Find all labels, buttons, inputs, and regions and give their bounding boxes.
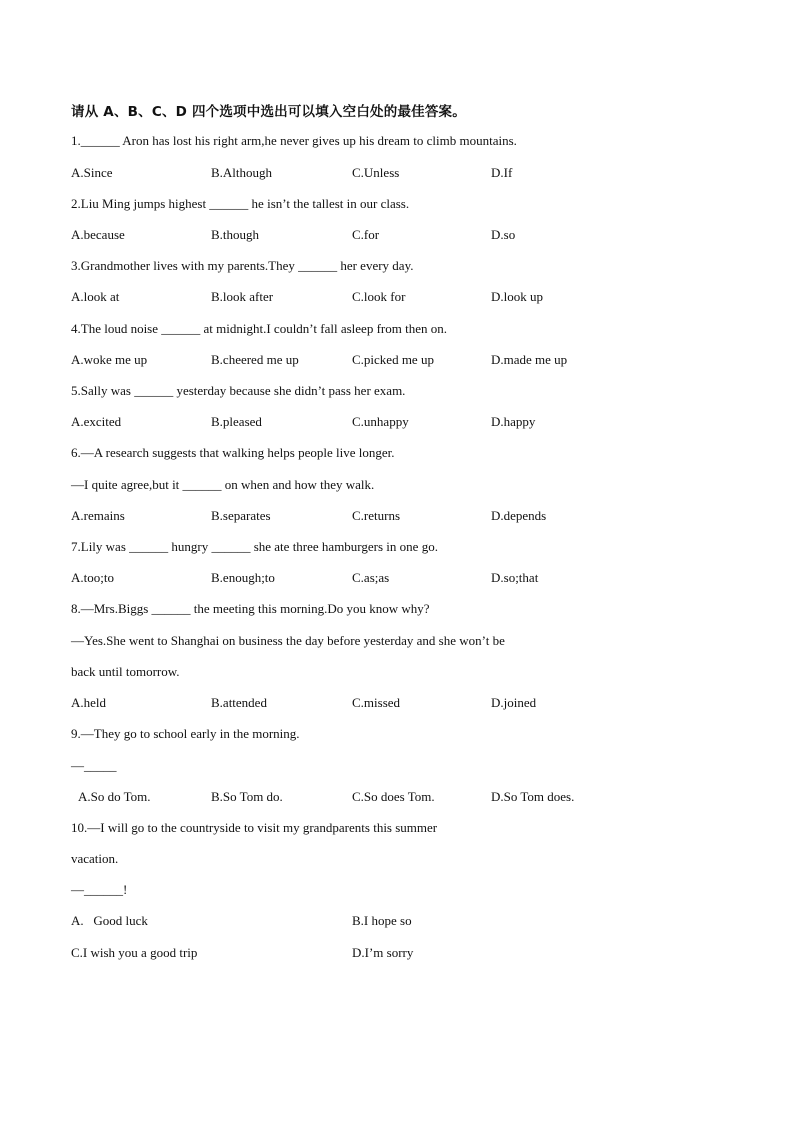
q2-option-d: D.so [491,227,516,242]
question-7-options [71,570,671,586]
question-4-options [71,352,671,368]
q1-option-a: A.Since [71,165,113,180]
question-10-options-row1 [71,913,671,929]
q5-option-d: D.happy [491,414,536,429]
question-5-options [71,414,671,430]
question-10-options-row2 [71,945,671,961]
question-2-stem: 2.Liu Ming jumps highest ______ he isn’t the tallest in our class. [71,196,410,211]
q1-option-d: D.If [491,165,513,180]
q8-option-b: B.attended [211,695,267,710]
q8-option-d: D.joined [491,695,537,710]
q4-option-d: D.made me up [491,352,568,367]
q6-option-b: B.separates [211,508,271,523]
question-8-options [71,695,671,711]
question-8-reply-cont: back until tomorrow. [71,664,180,679]
q10-option-a: A. Good luck [71,913,148,928]
q9-option-a: A.So do Tom. [78,789,151,804]
q1-option-c: C.Unless [352,165,400,180]
question-9-blank: —_____ [71,758,117,773]
question-10-stem: 10.—I will go to the countryside to visit my grandparents this summer [71,820,438,835]
q7-option-c: C.as;as [352,570,390,585]
q2-option-a: A.because [71,227,125,242]
question-9-options [71,789,671,805]
question-6-reply: —I quite agree,but it ______ on when and how they walk. [71,477,375,492]
question-7-stem: 7.Lily was ______ hungry ______ she ate three hamburgers in one go. [71,539,438,554]
q9-option-c: C.So does Tom. [352,789,435,804]
q4-option-a: A.woke me up [71,352,148,367]
q8-option-c: C.missed [352,695,401,710]
q3-option-d: D.look up [491,289,543,304]
question-3-options [71,289,671,305]
question-6-options [71,508,671,524]
q5-option-c: C.unhappy [352,414,409,429]
q8-option-a: A.held [71,695,107,710]
q5-option-b: B.pleased [211,414,262,429]
q6-option-d: D.depends [491,508,547,523]
question-8-stem: 8.—Mrs.Biggs ______ the meeting this morning.Do you know why? [71,601,430,616]
question-8-reply: —Yes.She went to Shanghai on business the day before yesterday and she won’t be [71,633,505,648]
question-4-stem: 4.The loud noise ______ at midnight.I couldn’t fall asleep from then on. [71,321,447,336]
q6-option-c: C.returns [352,508,401,523]
q3-option-b: B.look after [211,289,274,304]
q6-option-a: A.remains [71,508,125,523]
question-9-stem: 9.—They go to school early in the morning. [71,726,300,741]
q4-option-c: C.picked me up [352,352,434,367]
q9-option-d: D.So Tom does. [491,789,575,804]
question-2-options [71,227,671,243]
question-6-stem: 6.—A research suggests that walking helps people live longer. [71,445,395,460]
q1-option-b: B.Although [211,165,273,180]
question-3-stem: 3.Grandmother lives with my parents.They ______ her every day. [71,258,414,273]
q2-option-c: C.for [352,227,380,242]
q5-option-a: A.excited [71,414,122,429]
q7-option-a: A.too;to [71,570,114,585]
q3-option-a: A.look at [71,289,120,304]
q2-option-b: B.though [211,227,260,242]
q9-option-b: B.So Tom do. [211,789,283,804]
q10-option-b: B.I hope so [352,913,412,928]
q10-option-c: C.I wish you a good trip [71,945,198,960]
q7-option-b: B.enough;to [211,570,275,585]
question-10-stem-cont: vacation. [71,851,119,866]
instruction-heading: 请从 A、B、C、D 四个选项中选出可以填入空白处的最佳答案。 [71,104,466,120]
question-1-options [71,165,671,181]
q10-option-d: D.I’m sorry [352,945,414,960]
question-5-stem: 5.Sally was ______ yesterday because she didn’t pass her exam. [71,383,406,398]
q4-option-b: B.cheered me up [211,352,299,367]
question-1-stem: 1.______ Aron has lost his right arm,he never gives up his dream to climb mountains. [71,133,517,148]
q3-option-c: C.look for [352,289,406,304]
q7-option-d: D.so;that [491,570,539,585]
question-10-blank: —______! [71,882,128,897]
